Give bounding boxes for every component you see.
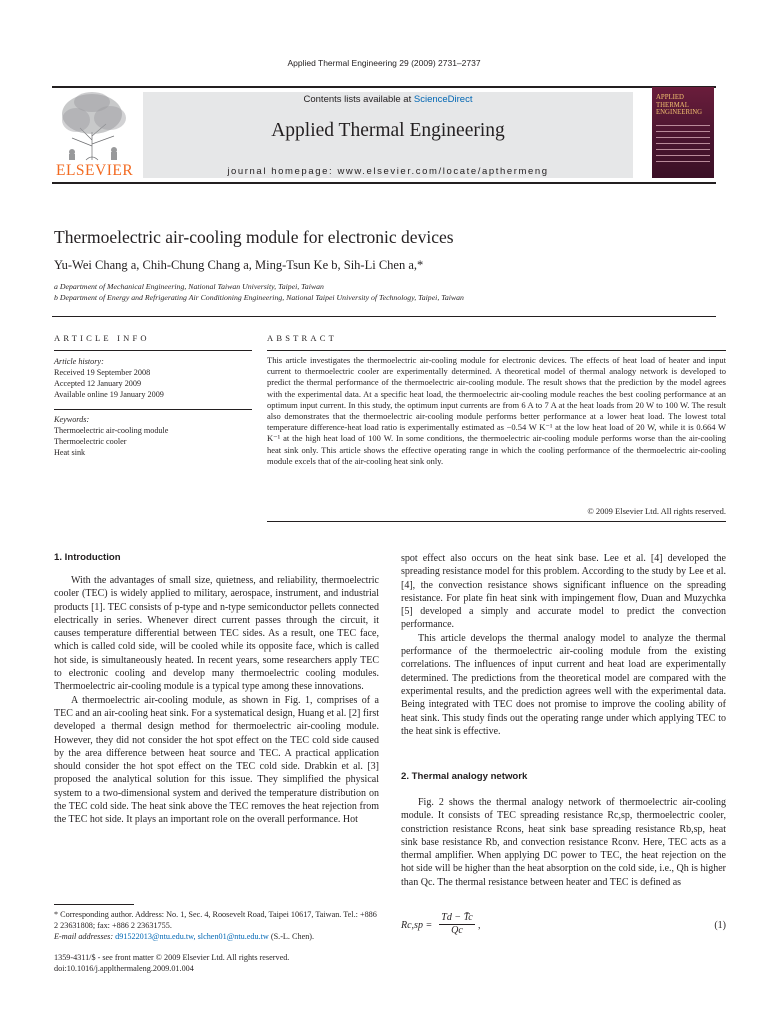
front-matter [54,952,289,974]
journal-cover-thumbnail [652,87,714,178]
section2-body [401,796,726,889]
body-paragraph: Fig. 2 shows the thermal analogy network of thermoelectric air-cooling module. It consists of TEC spreading resistance Rc,sp, thermoelectric cooler, constriction resistance Rcons, heat sink base spreading resistance Rb,sp, heat sink base resistance Rb, and convection resistance Rconv. Here, TEC acts as a thermal amplifier. When applying DC power to TEC, the heat rejection on the hot side will be higher than the heat absorption on the cold side, i.e., Qh is higher than Qc. The thermal resistance between heater and TEC is defined as [401,797,726,888]
contents-line [143,94,633,105]
left-column [54,574,379,827]
body-paragraph: This article develops the thermal analogy model to analyze the thermal performance of the thermoelectric air-cooling module from the existing correlations. The influences of input current and heat load are experimentally determined. The predictions from the theoretical model are compared with the experimental results, and the prediction agrees well with the experimental data. Being integrated with TEC does not promise to improve the cooling ability of heat sink. This study finds out the operating range under which applying TEC to the heat sink is effective. [401,632,726,737]
tree-icon [52,90,136,162]
article-history [54,356,252,400]
corresponding-author-note: * Corresponding author. Address: No. 1, Sec. 4, Roosevelt Road, Taipei 10617, Taiwan. Tel.: +886 2 23631808; fax: +886 2 23631755. [54,910,377,930]
contents-prefix: Contents lists available at [303,94,414,105]
abstract-rule [267,350,726,351]
abstract-text: This article investigates the thermoelectric air-cooling module for electronic devices. The effects of heat load of heater and input current to thermoelectric cooler are experimentally determined. A theoretical model of thermal analogy network is developed to predict the thermal performance of the thermoelectric air-cooling module. The result shows that the prediction by the model agrees with the experimental data. At a specific heat load, the thermoelectric air-cooling module reaches the best cooling performance at an optimum input current. In this study, the optimum input currents are from 6 A to 7 A at the heat loads from 20 W to 100 W. The result also demonstrates that the thermoelectric air-cooling module performs better performance at a lower heat load. The lowest total temperature difference-heat load ratio is experimentally estimated as −0.54 W K⁻¹ at the low heat load of 20 W, while it is 0.664 W K⁻¹ at the high heat load of 100 W. In some conditions, the thermoelectric air-cooling module performs worse than the air-cooling heat sink only. This article shows the effective operating range in which the cooling performance of the thermoelectric air-cooling module excels that of the air-cooling heat sink only. [267,355,726,466]
keywords-rule [54,409,252,410]
cover-stripe [656,131,710,132]
keyword-item: Thermoelectric air-cooling module [54,426,169,435]
section-heading-introduction: 1. Introduction [54,552,121,563]
equation-numerator: Td − T̄c [439,912,475,925]
doi-line: doi:10.1016/j.applthermaleng.2009.01.004 [54,964,194,973]
article-info-label: ARTICLE INFO [54,333,150,343]
journal-homepage-link[interactable]: journal homepage: www.elsevier.com/locate/apthermeng [227,166,549,177]
right-column [401,552,726,738]
affiliation-a: a Department of Mechanical Engineering, National Taiwan University, Taipei, Taiwan [54,282,324,291]
abstract-label: ABSTRACT [267,333,337,343]
intro-paragraph: With the advantages of small size, quietness, and reliability, thermoelectric cooler (TEC) is widely applied to military, aerospace, instrument, and industrial products [1]. TEC consists of p-type and n-type semiconductor pellets connected electrically in series. Whenever direct current passes through the circuit, it causes temperature differential between TEC sides. As a result, one TEC face, which is called cold side, will be cooled while its opposite face, which is called hot side, is simultaneously heated. In recent years, some researchers apply TEC to electronic cooling and develop many thermoelectric cooling modules. Thermoelectric air-cooling module is a typical type among these innovations. [54,575,379,693]
body-paragraph: spot effect also occurs on the heat sink base. Lee et al. [4] developed the spreading resistance model for this problem. According to the study by Lee et al. [4], the convection resistance shows significant influence on the spreading resistance. For plate fin heat sink with impingement flow, Duan and Muzychka [5] developed a simply and accurate model to predict the convection performance. [401,553,726,631]
abstract-bottom-rule [267,521,726,522]
intro-paragraph: A thermoelectric air-cooling module, as shown in Fig. 1, comprises of a TEC and an air-cooling heat sink. For a systematical design, Huang et al. [2] first developed a thermal design method for thermoelectric air-cooling module. However, they did not consider the hot spot effect on the TEC cold side caused by the area difference between heat source and TEC. A practical application should consider the hot spot effect on the TEC cold side. Drabkin et al. [3] proposed the analytical solution for this issue. They simplified the physical system to a two-dimensional system and derived the temperature distribution on the TEC cold side. The heat sink above the TEC removes the heat rejection from the TEC hot side. It plays an important role on the overall performance. Hot [54,694,379,826]
equation-lhs: Rc,sp = [401,920,433,931]
footnote [54,909,379,942]
received-date: Received 19 September 2008 [54,368,151,377]
masthead-top-rule [52,86,716,88]
elsevier-logo [52,90,136,180]
email-line [54,931,379,942]
keywords-block [54,414,252,458]
author-list: Yu-Wei Chang a, Chih-Chung Chang a, Ming-Tsun Ke b, Sih-Li Chen a,* [54,258,424,272]
article-info-rule [54,350,252,351]
keyword-item: Thermoelectric cooler [54,437,127,446]
keyword-item: Heat sink [54,448,86,457]
abstract-copyright: © 2009 Elsevier Ltd. All rights reserved. [587,506,726,516]
email-suffix: (S.-L. Chen). [270,932,315,941]
article-title: Thermoelectric air-cooling module for electronic devices [54,227,454,247]
header-rule [52,316,716,317]
sciencedirect-link[interactable]: ScienceDirect [413,94,473,105]
cover-stripe [656,161,710,162]
equation-fraction [439,912,475,936]
online-date: Available online 19 January 2009 [54,390,164,399]
cover-stripe [656,137,710,138]
elsevier-wordmark: ELSEVIER [56,162,134,179]
history-label: Article history: [54,357,104,366]
email-label: E-mail addresses: [54,932,114,941]
cover-title: APPLIED THERMAL ENGINEERING [656,94,703,117]
equation-number: (1) [714,920,726,931]
keywords-label: Keywords: [54,415,90,424]
journal-name: Applied Thermal Engineering [271,120,505,141]
accepted-date: Accepted 12 January 2009 [54,379,142,388]
section-heading-thermal-analogy: 2. Thermal analogy network [401,771,528,782]
journal-reference: Applied Thermal Engineering 29 (2009) 2731–2737 [287,58,481,68]
cover-stripe [656,125,710,126]
footnote-rule [54,904,134,905]
equation-trail: , [478,920,481,931]
affiliation-b: b Department of Energy and Refrigerating Air Conditioning Engineering, National Taipei University of Technology, Taipei, Taiwan [54,293,464,302]
cover-stripe [656,155,710,156]
email-links[interactable]: d91522013@ntu.edu.tw, slchen01@ntu.edu.tw [115,932,269,941]
equation-denominator: Qc [451,925,463,936]
cover-stripe [656,149,710,150]
masthead-bottom-rule [52,182,716,184]
cover-stripe [656,143,710,144]
front-matter-line: 1359-4311/$ - see front matter © 2009 Elsevier Ltd. All rights reserved. [54,953,290,962]
equation-1 [401,912,726,944]
